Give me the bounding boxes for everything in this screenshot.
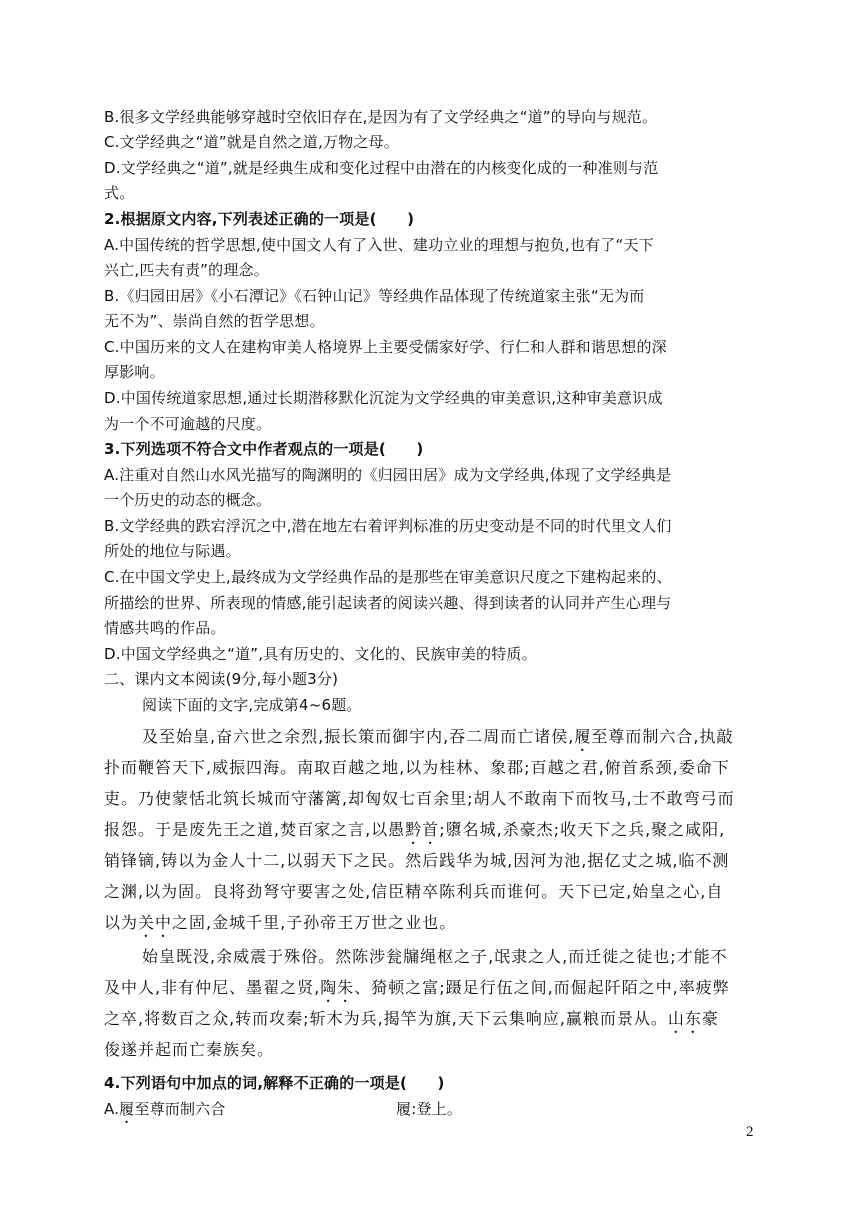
passage-text: 之固,金城千里,子孙帝王万世之业也。 <box>172 913 457 932</box>
option-d-line: D.文学经典之“道”,就是经典生成和变化过程中由潜在的内核变化成的一种准则与范 <box>104 159 659 177</box>
option-text: 至尊而制六合 <box>134 1100 226 1118</box>
passage-line <box>104 912 764 941</box>
dotted-word: 黔首 <box>405 820 440 839</box>
q3-option-c-cont2: 情感共鸣的作品。 <box>104 619 226 637</box>
q2-option-c-cont: 厚影响。 <box>104 363 165 381</box>
section-2-heading: 二、课内文本阅读(9分,每小题3分) <box>104 670 339 688</box>
reading-instruction: 阅读下面的文字,完成第4~6题。 <box>142 696 362 714</box>
dotted-word: 履 <box>119 1100 135 1118</box>
passage-line <box>142 726 802 755</box>
passage-text: 以为 <box>104 913 139 932</box>
dotted-word: 陶朱 <box>320 978 355 997</box>
passage-text: 之卒,将数百之众,转而攻秦;斩木为兵,揭竿为旗,天下云集响应,赢粮而景从。 <box>104 1009 668 1028</box>
q3-option-c: C.在中国文学史上,最终成为文学经典作品的是那些在审美意识尺度之下建构起来的、 <box>104 568 672 586</box>
q3-option-b-cont: 所处的地位与际遇。 <box>104 542 241 560</box>
passage-line <box>104 819 764 848</box>
dotted-word: 履 <box>574 727 592 746</box>
option-letter: A. <box>104 1100 120 1118</box>
passage-text: 及至始皇,奋六世之余烈,振长策而御宇内,吞二周而亡诸侯, <box>142 727 575 746</box>
q2-option-d-cont: 为一个不可逾越的尺度。 <box>104 415 272 433</box>
option-b-line: B.很多文学经典能够穿越时空依旧存在,是因为有了文学经典之“道”的导向与规范。 <box>104 108 658 126</box>
passage-line: 吏。乃使蒙恬北筑长城而守藩篱,却匈奴七百余里;胡人不敢南下而牧马,士不敢弯弓而 <box>104 789 735 808</box>
passage-line: 俊遂并起而亡秦族矣。 <box>104 1040 275 1059</box>
passage-text: ;隳名城,杀豪杰;收天下之兵,聚之咸阳, <box>439 820 726 839</box>
question-4: 4.下列语句中加点的词,解释不正确的一项是( ) <box>104 1074 445 1092</box>
q2-option-b-cont: 无不为”、崇尚自然的哲学思想。 <box>104 312 325 330</box>
passage-text: 豪 <box>701 1009 719 1028</box>
q3-option-b: B.文学经典的跌宕浮沉之中,潜在地左右着评判标准的历史变动是不同的时代里文人们 <box>104 517 672 535</box>
q4-option-a-explanation: 履:登上。 <box>396 1100 463 1118</box>
passage-text: 及中人,非有仲尼、墨翟之贤, <box>104 978 321 997</box>
page-number: 2 <box>746 1124 754 1140</box>
q2-option-b: B.《归园田居》《小石潭记》《石钟山记》等经典作品体现了传统道家主张“无为而 <box>104 287 645 305</box>
dotted-word: 关中 <box>138 913 173 932</box>
q3-option-d: D.中国文学经典之“道”,具有历史的、文化的、民族审美的特质。 <box>104 645 537 663</box>
passage-text: 报怨。于是废先王之道,焚百家之言,以愚 <box>104 820 406 839</box>
q3-option-a-cont: 一个历史的动态的概念。 <box>104 491 272 509</box>
q2-option-c: C.中国历来的文人在建构审美人格境界上主要受儒家好学、行仁和人群和谐思想的深 <box>104 338 667 356</box>
passage-line: 销锋镝,铸以为金人十二,以弱天下之民。然后践华为城,因河为池,据亿丈之城,临不测 <box>104 851 730 870</box>
option-c-line: C.文学经典之“道”就是自然之道,万物之母。 <box>104 133 399 151</box>
passage-text: 至尊而制六合,执敲 <box>591 727 734 746</box>
passage-line: 之渊,以为固。良将劲弩守要害之处,信臣精卒陈利兵而谁何。天下已定,始皇之心,自 <box>104 882 724 901</box>
question-2: 2.根据原文内容,下列表述正确的一项是( ) <box>104 210 415 228</box>
q2-option-d: D.中国传统道家思想,通过长期潜移默化沉淀为文学经典的审美意识,这种审美意识成 <box>104 389 663 407</box>
q2-option-a-cont: 兴亡,匹夫有责”的理念。 <box>104 261 269 279</box>
passage-line <box>104 977 764 1006</box>
passage-line: 扑而鞭笞天下,威振四海。南取百越之地,以为桂林、象郡;百越之君,俯首系颈,委命下 <box>104 758 730 777</box>
q3-option-a: A.注重对自然山水风光描写的陶渊明的《归园田居》成为文学经典,体现了文学经典是 <box>104 466 672 484</box>
passage-text: 、猗顿之富;蹑足行伍之间,而倔起阡陌之中,率疲弊 <box>354 978 730 997</box>
option-d-line-cont: 式。 <box>104 184 135 202</box>
passage-line <box>104 1008 764 1037</box>
q2-option-a: A.中国传统的哲学思想,使中国文人有了入世、建功立业的理想与抱负,也有了“天下 <box>104 236 654 254</box>
dotted-word: 山东 <box>667 1009 702 1028</box>
passage-line: 始皇既没,余威震于殊俗。然陈涉瓮牖绳枢之子,氓隶之人,而迁徙之徒也;才能不 <box>142 947 728 966</box>
question-3: 3.下列选项不符合文中作者观点的一项是( ) <box>104 440 424 458</box>
q3-option-c-cont: 所描绘的世界、所表现的情感,能引起读者的阅读兴趣、得到读者的认同并产生心理与 <box>104 594 672 612</box>
